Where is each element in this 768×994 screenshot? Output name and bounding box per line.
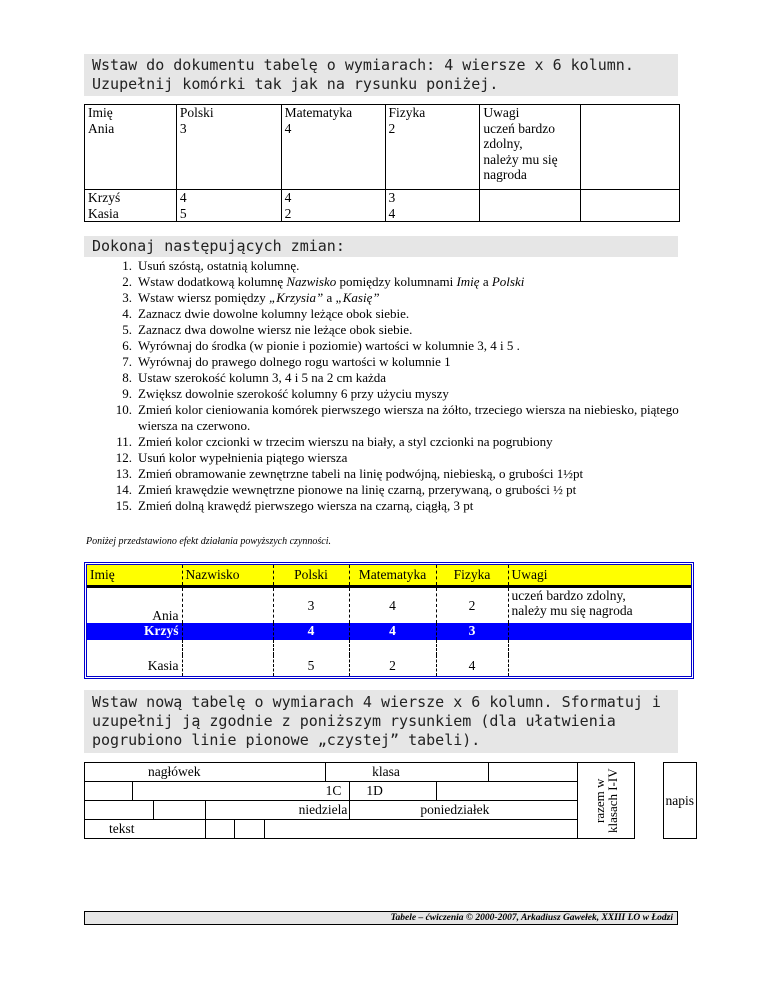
- table-cell[interactable]: [489, 763, 577, 782]
- razem-label: razem w klasach I-IV: [591, 768, 620, 833]
- header-cell-klasa[interactable]: klasa: [326, 763, 489, 782]
- table-1: [84, 104, 680, 222]
- table-cell[interactable]: [508, 655, 691, 676]
- table-cell[interactable]: Uwagi: [508, 565, 691, 586]
- table-2-border: [84, 562, 694, 679]
- table-cell[interactable]: [508, 623, 691, 640]
- heading1-line2: Uzupełnij komórki tak jak na rysunku poniżej.: [92, 75, 499, 93]
- table-row: [85, 190, 680, 222]
- list-item: 8. Ustaw szerokość kolumn 3, 4 i 5 na 2 cm każda: [122, 370, 387, 385]
- table-row: [85, 105, 680, 190]
- table-cell[interactable]: [581, 105, 680, 190]
- cell-poniedzialek[interactable]: poniedziałek: [350, 801, 577, 820]
- table-3: [84, 762, 697, 839]
- table-cell[interactable]: [437, 782, 577, 801]
- table-cell[interactable]: [349, 640, 436, 655]
- list-item: 3. Wstaw wiersz pomiędzy „Krzysia” a „Kasię”: [122, 290, 380, 305]
- table-row: [85, 763, 697, 782]
- list-item: 1. Usuń szóstą, ostatnią kolumnę.: [122, 258, 300, 273]
- table-cell[interactable]: [235, 820, 265, 839]
- table-cell[interactable]: [581, 190, 680, 222]
- table-cell[interactable]: uczeń bardzo zdolny, należy mu się nagroda: [508, 586, 691, 623]
- table-cell[interactable]: Fizyka 2: [385, 105, 480, 190]
- table-cell[interactable]: Uwagi uczeń bardzo zdolny, należy mu się nagroda: [480, 105, 581, 190]
- cell-tekst[interactable]: tekst: [85, 820, 206, 839]
- list-item: 12. Usuń kolor wypełnienia piątego wiersza: [115, 450, 348, 465]
- list-item: 6. Wyrównaj do środka (w pionie i poziomie) wartości w kolumnie 3, 4 i 5 .: [122, 338, 520, 353]
- cell-niedziela[interactable]: niedziela: [206, 801, 350, 820]
- table-row: [87, 640, 691, 655]
- table-cell[interactable]: 4 5: [176, 190, 281, 222]
- table-cell[interactable]: 4: [349, 623, 436, 640]
- list-item: 11. Zmień kolor czcionki w trzecim wierszu na biały, a styl czcionki na pogrubiony: [116, 434, 553, 449]
- table-cell[interactable]: Ania: [152, 608, 179, 623]
- table-cell[interactable]: Imię: [87, 565, 182, 586]
- list-item: 2. Wstaw dodatkową kolumnę Nazwisko pomiędzy kolumnami Imię a Polski: [122, 274, 525, 289]
- heading-changes: [84, 236, 678, 257]
- cell-napis[interactable]: napis: [663, 763, 697, 839]
- list-item: 9. Zwiększ dowolnie szerokość kolumny 6 przy użyciu myszy: [122, 386, 449, 401]
- table-cell[interactable]: [182, 586, 273, 623]
- table-cell[interactable]: [87, 640, 182, 655]
- table-cell[interactable]: Kasia: [147, 658, 179, 673]
- table-cell[interactable]: [182, 623, 273, 640]
- table-cell[interactable]: [154, 801, 206, 820]
- table-cell[interactable]: [206, 820, 235, 839]
- table-cell[interactable]: 3 4: [385, 190, 480, 222]
- table-cell[interactable]: 5: [273, 655, 349, 676]
- cell-1d[interactable]: 1D: [350, 782, 437, 801]
- table-cell[interactable]: [265, 820, 578, 839]
- list-item: 5. Zaznacz dwa dowolne wiersz nie leżące obok siebie.: [122, 322, 413, 337]
- table-cell[interactable]: [508, 640, 691, 655]
- table-2: [87, 565, 691, 676]
- table-row: [87, 655, 691, 676]
- table-row: [87, 586, 691, 623]
- header-cell-naglowek[interactable]: nagłówek: [85, 763, 326, 782]
- table-cell[interactable]: 4: [349, 586, 436, 623]
- table-cell[interactable]: [182, 640, 273, 655]
- table-cell[interactable]: [85, 801, 154, 820]
- heading3-line2: uzupełnij ją zgodnie z poniższym rysunkiem (dla ułatwienia: [92, 712, 616, 730]
- table-cell[interactable]: [273, 640, 349, 655]
- table-row: [87, 565, 691, 586]
- table-cell[interactable]: 3: [436, 623, 508, 640]
- table-cell[interactable]: Polski: [273, 565, 349, 586]
- table-cell[interactable]: [182, 655, 273, 676]
- table-cell[interactable]: [436, 640, 508, 655]
- table-cell[interactable]: 4: [436, 655, 508, 676]
- table-cell[interactable]: [480, 190, 581, 222]
- list-item: 4. Zaznacz dwie dowolne kolumny leżące obok siebie.: [122, 306, 410, 321]
- table-cell[interactable]: Polski 3: [176, 105, 281, 190]
- table-cell[interactable]: Imię Ania: [85, 105, 177, 190]
- table-cell[interactable]: Fizyka: [436, 565, 508, 586]
- table-cell[interactable]: 3: [273, 586, 349, 623]
- task-list: [115, 258, 693, 514]
- page-footer: Tabele – ćwiczenia © 2000-2007, Arkadiusz Gawełek, XXIII LO w Łodzi: [84, 911, 678, 925]
- table-cell[interactable]: Krzyś Kasia: [85, 190, 177, 222]
- table-cell[interactable]: Nazwisko: [182, 565, 273, 586]
- table-cell[interactable]: Krzyś: [87, 623, 182, 640]
- heading-table1-instruction: [84, 54, 678, 96]
- table-row: [87, 623, 691, 640]
- header-cell-razem[interactable]: [577, 763, 634, 839]
- list-item: 13. Zmień obramowanie zewnętrzne tabeli na linię podwójną, niebieską, o grubości 1½pt: [115, 466, 584, 481]
- table-cell[interactable]: 4: [273, 623, 349, 640]
- table-cell[interactable]: 2: [349, 655, 436, 676]
- table-cell[interactable]: 2: [436, 586, 508, 623]
- result-note: Poniżej przedstawiono efekt działania powyższych czynności.: [86, 536, 331, 547]
- heading3-line3: pogrubiono linie pionowe „czystej” tabeli).: [92, 731, 481, 749]
- list-item: 15. Zmień dolną krawędź pierwszego wiersza na czarną, ciągłą, 3 pt: [115, 498, 474, 513]
- table-cell[interactable]: [85, 782, 133, 801]
- table-cell[interactable]: Matematyka: [349, 565, 436, 586]
- heading2-text: Dokonaj następujących zmian:: [92, 237, 345, 255]
- heading3-line1: Wstaw nową tabelę o wymiarach 4 wiersze x 6 kolumn. Sformatuj i: [92, 693, 661, 711]
- list-item: 14. Zmień krawędzie wewnętrzne pionowe na linię czarną, przerywaną, o grubości ½ pt: [115, 482, 577, 497]
- cell-1c[interactable]: 1C: [132, 782, 350, 801]
- table-cell[interactable]: 4 2: [281, 190, 385, 222]
- list-item: 10. Zmień kolor cieniowania komórek pierwszego wiersza na żółto, trzeciego wiersza na niebiesko, piątego wiersza na czerwono.: [115, 402, 679, 433]
- empty-spacer-cell: [634, 763, 663, 839]
- table-cell[interactable]: Matematyka 4: [281, 105, 385, 190]
- heading1-line1: Wstaw do dokumentu tabelę o wymiarach: 4 wiersze x 6 kolumn.: [92, 56, 634, 74]
- list-item: 7. Wyrównaj do prawego dolnego rogu wartości w kolumnie 1: [122, 354, 451, 369]
- heading-new-table: [84, 690, 678, 753]
